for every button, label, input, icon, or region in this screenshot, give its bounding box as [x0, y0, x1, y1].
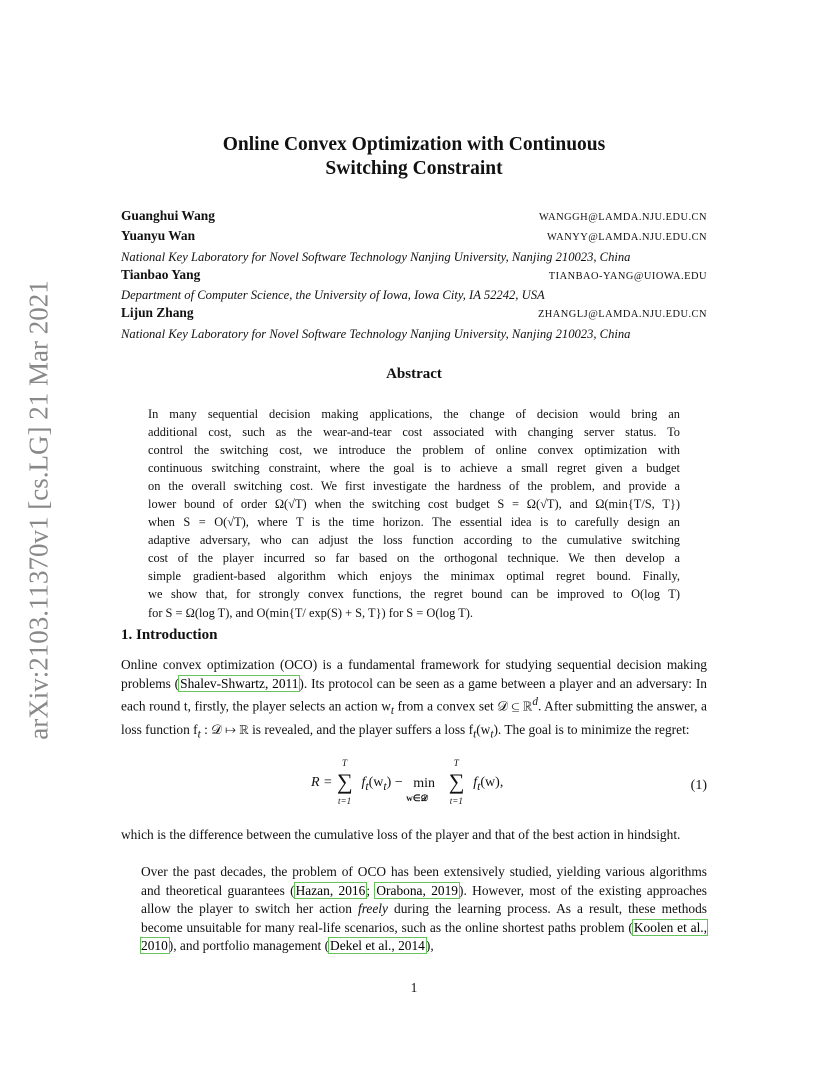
author-name: Tianbao Yang [121, 266, 201, 282]
paragraph-text: Online convex optimization (OCO) is a fundamental framework for studying sequential decision making problems ( [121, 657, 707, 691]
abstract-line: adaptive adversary, who can adjust the loss function according to the cumulative switching [148, 533, 680, 548]
subscript-t: t [390, 705, 394, 718]
equation-lhs: R = [311, 775, 333, 791]
paragraph-text: . After submitting the answer, a loss function f [121, 698, 707, 737]
min-subscript: w∈𝒟 [406, 793, 428, 803]
sum-lower-limit: t=1 [338, 796, 352, 806]
sum-operator [336, 760, 358, 806]
sum-operator [448, 760, 470, 806]
author-row [121, 304, 707, 324]
loss-term: f [473, 775, 478, 791]
abstract-line: continuous switching constraint, where the goal is to achieve a small regret given a budget [148, 461, 680, 476]
citation-link[interactable]: Koolen et al., 2010 [141, 919, 707, 954]
paragraph-text: Over the past decades, the problem of OCO has been extensively studied, yielding various algorithms and theoretical guarantees ( [141, 864, 707, 898]
emphasis-freely: freely [357, 901, 388, 917]
abstract-line: for S = Ω(log T), and O(min{T/ exp(S) + S, T}) for S = O(log T). [148, 605, 473, 620]
paper-title [120, 133, 708, 181]
paragraph-text: ), [425, 938, 434, 954]
intro-paragraph-3 [121, 863, 707, 956]
loss-subscript: t [365, 780, 369, 794]
abstract-line: when S = O(√T), where T is the time horizon. The essential idea is to carefully design an [148, 515, 680, 530]
page-number: 1 [410, 980, 418, 995]
sum-lower-limit: t=1 [449, 796, 463, 806]
paragraph-text: ; [366, 882, 376, 898]
citation-link[interactable]: Hazan, 2016 [295, 882, 366, 898]
author-name: Yuanyu Wan [121, 228, 196, 244]
abstract-line: In many sequential decision making applications, the change of decision would bring an [148, 407, 680, 421]
sum-upper-limit: T [342, 758, 348, 768]
equation-number: (1) [690, 778, 707, 793]
author-affiliation: National Key Laboratory for Novel Software Technology Nanjing University, Nanjing 210023, China [121, 249, 631, 264]
regret-equation [121, 760, 707, 810]
paragraph-text: ). The goal is to minimize the regret: [493, 721, 690, 737]
loss-term: f [361, 775, 366, 791]
arxiv-stamp-text: arXiv:2103.11370v1 [cs.LG] 21 Mar 2021 [23, 280, 54, 740]
abstract-line: we show that, for strongly convex functions, the regret bound can be improved to O(log T) [148, 587, 680, 602]
subscript-t: t [473, 728, 477, 741]
subscript-t: t [197, 728, 201, 741]
paragraph-text: ), and portfolio management ( [168, 938, 330, 954]
loss-close: ) [386, 775, 392, 791]
abstract-line: lower bound of order Ω(√T) when the switching cost budget S = Ω(√T), and Ω(min{T/S, T}) [148, 497, 680, 512]
sigma-symbol: ∑ [337, 769, 353, 794]
loss-argument: (w [368, 775, 384, 791]
citation-link[interactable]: Dekel et al., 2014 [330, 938, 425, 954]
abstract-heading: Abstract [386, 366, 442, 382]
minus-sign: − [394, 775, 403, 791]
argument-subscript: t [383, 780, 387, 794]
author-row [121, 207, 707, 227]
intro-paragraph-1 [121, 656, 707, 744]
arxiv-stamp [14, 280, 64, 740]
min-label: min [413, 776, 436, 791]
paragraph-text: : 𝒟 ↦ ℝ is revealed, and the player suffers a loss f [200, 721, 474, 737]
superscript-d: d [532, 696, 538, 709]
paragraph-text: ). Its protocol can be seen as a game between a player and an adversary: In each round t, firstly, the player selects an action w [121, 675, 707, 714]
paragraph-text: ). However, most of the existing approaches allow the player to switch her action [141, 882, 707, 917]
title-line-2: Switching Constraint [325, 158, 503, 179]
equation-body [311, 760, 651, 810]
paragraph-text: from a convex set 𝒟 ⊆ ℝ [393, 698, 533, 714]
author-row [121, 266, 707, 286]
min-operator [406, 760, 444, 806]
author-block [121, 207, 707, 343]
abstract-line: on the overall switching cost. We first investigate the hardness of the problem, and provide a [148, 479, 680, 494]
intro-paragraph-2: which is the difference between the cumulative loss of the player and that of the best action in hindsight. [121, 827, 681, 842]
paragraph-text: during the learning process. As a result, these methods become unsuitable for many real-life scenarios, such as the online shortest paths problem ( [141, 901, 707, 935]
loss-subscript: t [477, 780, 481, 794]
abstract-line: control the switching cost, we introduce the problem of online convex optimization with [148, 443, 680, 458]
author-name: Guanghui Wang [121, 208, 215, 223]
title-line-1: Online Convex Optimization with Continuous [222, 134, 606, 155]
abstract-text [148, 405, 680, 622]
author-email[interactable]: WANYY@LAMDA.NJU.EDU.CN [547, 232, 707, 244]
author-email[interactable]: TIANBAO-YANG@UIOWA.EDU [548, 270, 707, 282]
sum-upper-limit: T [453, 758, 459, 768]
paragraph-text: (w [476, 721, 491, 737]
abstract-line: additional cost, such as the wear-and-tear cost associated with changing server status. To [148, 425, 680, 440]
section-heading-introduction: 1. Introduction [121, 627, 218, 643]
citation-link[interactable]: Orabona, 2019 [376, 882, 458, 898]
author-row [121, 227, 707, 247]
author-email[interactable]: ZHANGLJ@LAMDA.NJU.EDU.CN [537, 309, 707, 321]
sigma-symbol: ∑ [448, 769, 465, 794]
author-name: Lijun Zhang [121, 305, 194, 321]
author-email[interactable]: WANGGH@LAMDA.NJU.EDU.CN [539, 212, 707, 223]
abstract-line: cost of the player incurred so far based on the orthogonal technique. We then develop a [148, 551, 680, 566]
subscript-t: t [490, 728, 494, 741]
author-affiliation: National Key Laboratory for Novel Software Technology Nanjing University, Nanjing 210023, China [121, 326, 631, 341]
loss-argument: (w), [480, 775, 504, 791]
citation-link[interactable]: Shalev-Shwartz, 2011 [180, 675, 299, 691]
abstract-line: simple gradient-based algorithm which enjoys the minimax optimal regret bound. Finally, [148, 569, 680, 584]
author-affiliation: Department of Computer Science, the University of Iowa, Iowa City, IA 52242, USA [121, 288, 545, 303]
